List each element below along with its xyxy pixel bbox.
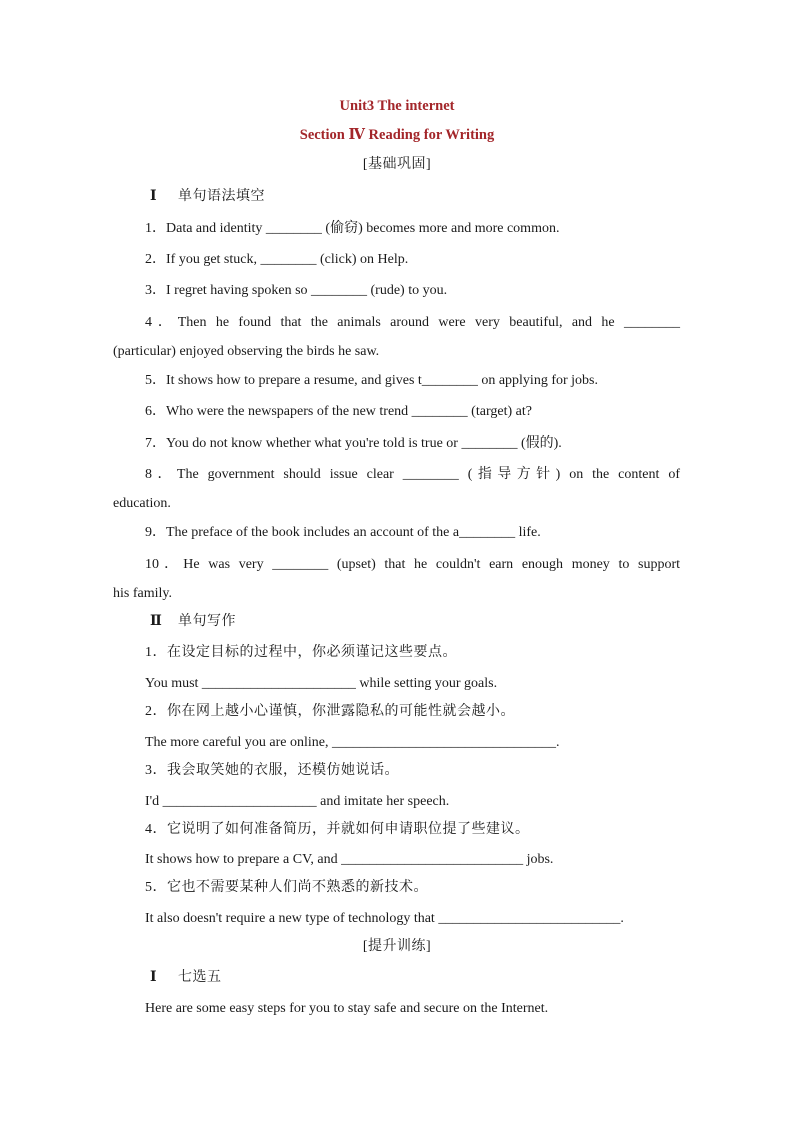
part2-heading — [150, 613, 236, 631]
grammar-item-continuation: (particular) enjoyed observing the birds he saw. — [113, 344, 380, 359]
grammar-item-continuation: education. — [113, 496, 171, 511]
writing-item-english: I'd ______________________ and imitate her speech. — [145, 794, 450, 809]
grammar-item: 10．He was very ________ (upset) that he couldn't earn enough money to support — [145, 557, 680, 572]
writing-item-chinese: 3．我会取笑她的衣服，还模仿她说话。 — [145, 763, 399, 778]
writing-item-chinese: 5．它也不需要某种人们尚不熟悉的新技术。 — [145, 880, 428, 895]
writing-item-english: It also doesn't require a new type of technology that __________________________. — [145, 911, 624, 926]
part1-heading — [150, 188, 265, 206]
writing-item-english: The more careful you are online, ________________________________. — [145, 735, 560, 750]
grammar-item: 9．The preface of the book includes an account of the a________ life. — [145, 525, 541, 540]
passage-intro: Here are some easy steps for you to stay safe and secure on the Internet. — [145, 1001, 549, 1016]
grammar-item: 2．If you get stuck, ________ (click) on Help. — [145, 252, 409, 267]
part3-title: 七选五 — [178, 970, 222, 985]
page-subtitle: Section Ⅳ Reading for Writing — [299, 127, 495, 143]
grammar-item: 1．Data and identity ________ (偷窃) becomes more and more common. — [145, 221, 560, 236]
part2-title: 单句写作 — [178, 614, 236, 629]
grammar-item: 6．Who were the newspapers of the new trend ________ (target) at? — [145, 404, 532, 419]
writing-item-english: It shows how to prepare a CV, and __________________________ jobs. — [145, 852, 554, 867]
grammar-item: 4．Then he found that the animals around were very beautiful, and he ________ — [145, 315, 680, 330]
grammar-item-continuation: his family. — [113, 586, 172, 601]
grammar-item: 5．It shows how to prepare a resume, and gives t________ on applying for jobs. — [145, 373, 598, 388]
writing-item-chinese: 4．它说明了如何准备简历，并就如何申请职位提了些建议。 — [145, 822, 530, 837]
part1-numeral: Ⅰ — [150, 189, 157, 204]
grammar-item: 3．I regret having spoken so ________ (rude) to you. — [145, 283, 448, 298]
grammar-item: 7．You do not know whether what you're told is true or ________ (假的). — [145, 436, 562, 451]
part1-title: 单句语法填空 — [178, 189, 265, 204]
writing-item-chinese: 2．你在网上越小心谨慎，你泄露隐私的可能性就会越小。 — [145, 704, 515, 719]
writing-item-chinese: 1．在设定目标的过程中，你必须谨记这些要点。 — [145, 645, 457, 660]
grammar-item: 8．The government should issue clear ________ (指导方针) on the content of — [145, 467, 680, 482]
section-advance-label: [提升训练] — [362, 939, 432, 954]
section-basic-label: [基础巩固] — [362, 157, 432, 172]
page-title: Unit3 The internet — [339, 98, 455, 114]
part3-heading — [150, 969, 222, 987]
part2-numeral: Ⅱ — [150, 614, 162, 629]
part3-numeral: Ⅰ — [150, 970, 157, 985]
writing-item-english: You must ______________________ while setting your goals. — [145, 676, 498, 691]
